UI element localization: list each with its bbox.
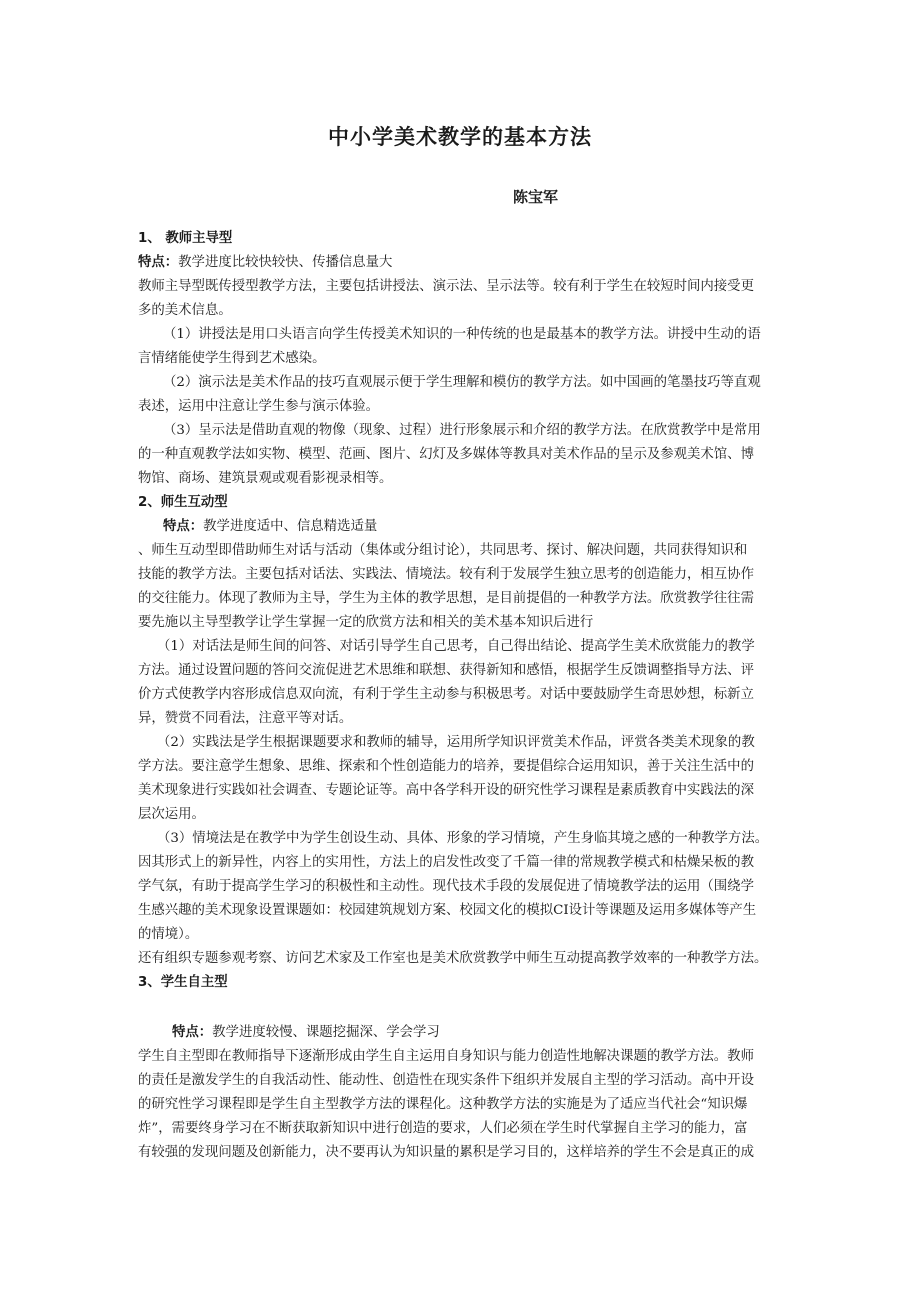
section-1-label: 1、 教师主导型 bbox=[138, 231, 233, 246]
feature-line-2 bbox=[163, 518, 377, 536]
paragraph-line: 生感兴趣的美术现象设置课题如：校园建筑规划方案、校园文化的模拟CI设计等课题及运用多媒体等产生 bbox=[138, 903, 757, 918]
paragraph-line: 技能的教学方法。主要包括对话法、实践法、情境法。较有利于发展学生独立思考的创造能力，相互协作 bbox=[138, 567, 754, 582]
paragraph-line: 炸”，需要终身学习在不断获取新知识中进行创造的要求，人们必须在学生时代掌握自主学习的能力，富 bbox=[138, 1121, 748, 1136]
paragraph-line: 多的美术信息。 bbox=[138, 303, 232, 318]
paragraph-line: 学气氛，有助于提高学生学习的积极性和主动性。现代技术手段的发展促进了情境教学法的运用（围绕学 bbox=[138, 879, 754, 894]
paragraph-line: （2）演示法是美术作品的技巧直观展示便于学生理解和模仿的教学方法。如中国画的笔墨技巧等直观 bbox=[163, 375, 761, 390]
section-3-label: 3、学生自主型 bbox=[138, 975, 228, 990]
paragraph-line: （2）实践法是学生根据课题要求和教师的辅导，运用所学知识评赏美术作品，评赏各类美术现象的教 bbox=[157, 735, 755, 750]
feature-text: 教学进度比较快较快、传播信息量大 bbox=[178, 255, 393, 270]
paragraph-line: 学生自主型即在教师指导下逐渐形成由学生自主运用自身知识与能力创造性地解决课题的教学方法。教师 bbox=[138, 1049, 754, 1064]
paragraph-line: 价方式使教学内容形成信息双向流，有利于学生主动参与积极思考。对话中要鼓励学生奇思妙想，标新立 bbox=[138, 687, 754, 702]
section-heading-2 bbox=[138, 494, 228, 512]
paragraph-line: 层次运用。 bbox=[138, 807, 205, 822]
paragraph-line: 异，赞赏不同看法，注意平等对话。 bbox=[138, 711, 353, 726]
feature-line-1 bbox=[138, 254, 392, 272]
paragraph-line: 的交往能力。体现了教师为主导，学生为主体的教学思想，是目前提倡的一种教学方法。欣赏教学往往需 bbox=[138, 591, 754, 606]
feature-text: 教学进度较慢、课题挖掘深、学会学习 bbox=[212, 1025, 440, 1040]
document-author: 陈宝军 bbox=[513, 188, 559, 206]
feature-label: 特点： bbox=[172, 1025, 213, 1040]
paragraph-line: （1）对话法是师生间的问答、对话引导学生自己思考，自己得出结论、提高学生美术欣赏能力的教学 bbox=[157, 639, 755, 654]
document-title: 中小学美术教学的基本方法 bbox=[328, 125, 592, 149]
paragraph-line: 物馆、商场、建筑景观或观看影视录相等。 bbox=[138, 471, 393, 486]
paragraph-line: 学方法。要注意学生想象、思维、探索和个性创造能力的培养，要提倡综合运用知识，善于关注生活中的 bbox=[138, 759, 754, 774]
paragraph-line: （3）呈示法是借助直观的物像（现象、过程）进行形象展示和介绍的教学方法。在欣赏教学中是常用 bbox=[163, 423, 761, 438]
section-heading-3 bbox=[138, 974, 228, 992]
feature-label: 特点： bbox=[163, 519, 204, 534]
paragraph-line: 的情境）。 bbox=[138, 927, 199, 942]
feature-text: 教学进度适中、信息精选适量 bbox=[203, 519, 378, 534]
paragraph-line: 的责任是激发学生的自我活动性、能动性、创造性在现实条件下组织并发展自主型的学习活动。高中开设 bbox=[138, 1073, 754, 1088]
paragraph-line: （3）情境法是在教学中为学生创设生动、具体、形象的学习情境，产生身临其境之感的一种教学方法。 bbox=[157, 831, 769, 846]
paragraph-line: 的一种直观教学法如实物、模型、范画、图片、幻灯及多媒体等教具对美术作品的呈示及参观美术馆、博 bbox=[138, 447, 754, 462]
paragraph-line: 还有组织专题参观考察、访问艺术家及工作室也是美术欣赏教学中师生互动提高教学效率的一种教学方法。 bbox=[138, 951, 768, 966]
paragraph-line: 教师主导型既传授型教学方法，主要包括讲授法、演示法、呈示法等。较有利于学生在较短时间内接受更 bbox=[138, 279, 754, 294]
feature-line-3 bbox=[172, 1024, 440, 1042]
paragraph-line: 要先施以主导型教学让学生掌握一定的欣赏方法和相关的美术基本知识后进行 bbox=[138, 615, 594, 630]
feature-label: 特点： bbox=[138, 255, 179, 270]
paragraph-line: 方法。通过设置问题的答问交流促进艺术思维和联想、获得新知和感悟，根据学生反馈调整指导方法、评 bbox=[138, 663, 754, 678]
paragraph-line: 有较强的发现问题及创新能力，决不要再认为知识量的累积是学习目的，这样培养的学生不会是真正的成 bbox=[138, 1145, 754, 1160]
paragraph-line: 的研究性学习课程即是学生自主型教学方法的课程化。这种教学方法的实施是为了适应当代社会“知识爆 bbox=[138, 1097, 748, 1112]
section-2-label: 2、师生互动型 bbox=[138, 495, 228, 510]
paragraph-line: （1）讲授法是用口头语言向学生传授美术知识的一种传统的也是最基本的教学方法。讲授中生动的语 bbox=[163, 327, 761, 342]
section-heading-1 bbox=[138, 230, 232, 248]
paragraph-line: 、师生互动型即借助师生对话与活动（集体或分组讨论），共同思考、探讨、解决问题，共同获得知识和 bbox=[138, 543, 748, 558]
paragraph-line: 美术现象进行实践如社会调查、专题论证等。高中各学科开设的研究性学习课程是素质教育中实践法的深 bbox=[138, 783, 754, 798]
paragraph-line: 言情绪能使学生得到艺术感染。 bbox=[138, 351, 326, 366]
paragraph-line: 因其形式上的新异性，内容上的实用性，方法上的启发性改变了千篇一律的常规教学模式和枯燥呆板的教 bbox=[138, 855, 754, 870]
paragraph-line: 表述，运用中注意让学生参与演示体验。 bbox=[138, 399, 380, 414]
